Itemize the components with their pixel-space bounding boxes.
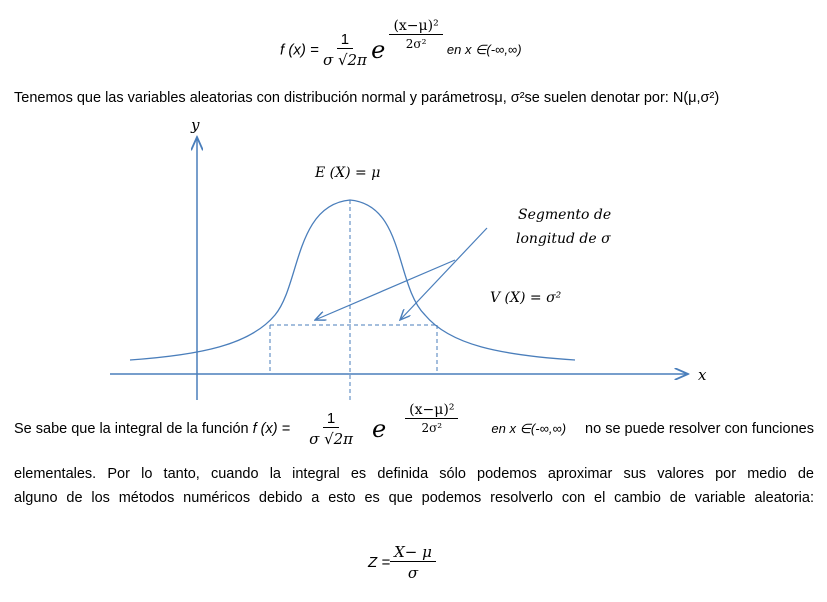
euler-e: e (372, 415, 387, 443)
formula-domain: en x ∈(-∞,∞) (446, 42, 522, 58)
fraction-numerator: 1 (323, 410, 339, 428)
z-fraction (390, 543, 436, 582)
z-lhs: Z = (368, 554, 391, 571)
z-denominator: σ (407, 564, 419, 582)
formula-lhs: f (x) = (280, 41, 319, 59)
mean-label: E (X) = μ (315, 165, 381, 181)
paragraph-line-2: elementales. Por lo tanto, cuando la integral es definida sólo podemos aproximar sus valores por medio de (14, 466, 814, 482)
paragraph-normal-notation: Tenemos que las variables aleatorias con distribución normal y parámetrosμ, σ²se suelen denotar por: N(μ,σ²) (14, 90, 720, 106)
formula-lhs: f (x) = (252, 421, 291, 437)
fraction-denominator: σ √2π (309, 430, 354, 448)
pointer-arrow-right (400, 228, 487, 320)
euler-e: e (371, 36, 386, 65)
integral-text-start (14, 421, 290, 437)
y-axis-label: y (191, 116, 200, 134)
z-formula (368, 543, 436, 582)
pointer-arrow-left (315, 260, 455, 320)
segment-label: Segmento de (518, 207, 612, 223)
x-axis-label: x (698, 366, 707, 384)
paragraph-line-3: alguno de los métodos numéricos debido a esto es que podemos resolverlo con el cambio de variable aleatoria: (14, 490, 814, 506)
text: no se puede resolver con funciones (585, 421, 814, 437)
exponent-denominator: 2σ² (421, 420, 443, 435)
z-numerator: X− μ (390, 543, 436, 562)
paragraph-integral (14, 401, 814, 448)
exponent-numerator: (x−μ)² (405, 402, 458, 419)
exponent-fraction (405, 402, 458, 435)
fraction-denominator: σ √2π (322, 51, 367, 70)
formula-domain: en x ∈(-∞,∞) (491, 421, 567, 436)
formula-fraction (309, 410, 353, 448)
variance-label: V (X) = σ² (490, 290, 562, 306)
text: Se sabe que la integral de la función (14, 421, 253, 437)
exponent-numerator: (x−μ)² (389, 18, 442, 35)
segment-label-2: longitud de σ (516, 231, 611, 247)
fraction-numerator: 1 (337, 31, 353, 49)
exponent-denominator: 2σ² (405, 37, 427, 51)
